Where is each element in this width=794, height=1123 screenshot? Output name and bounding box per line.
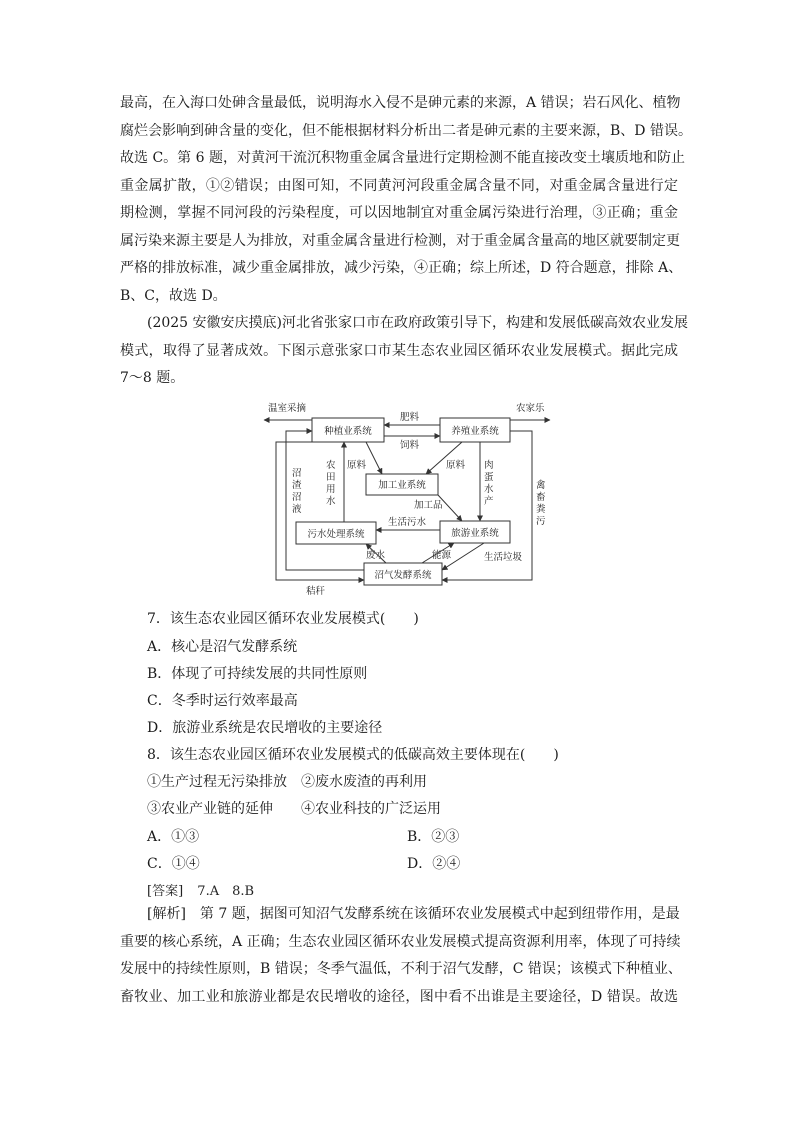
residue-label: 渣	[292, 480, 302, 491]
wastewater-label: 废水	[366, 550, 386, 561]
circular-agriculture-diagram	[262, 398, 552, 598]
raw-material-right-label: 原料	[446, 460, 466, 471]
intro-paragraph	[120, 90, 692, 310]
breeding-system-label: 养殖业系统	[451, 426, 499, 437]
manure-label: 禽	[536, 480, 546, 491]
aquatic-label: 水	[484, 484, 494, 495]
question-8-option-a[interactable]: A．①③	[147, 829, 200, 845]
biogas-system-label: 沼气发酵系统	[374, 570, 432, 581]
question-8-stem: 8．该生态农业园区循环农业发展模式的低碳高效主要体现在( )	[147, 747, 559, 763]
text-line: 严格的排放标准，减少重金属排放，减少污染，④正确；综上所述，D 符合题意，排除 A、	[120, 260, 683, 276]
farm-water-label: 水	[326, 496, 336, 507]
question-8-option-c[interactable]: C．①④	[147, 856, 200, 872]
aquatic-label: 蛋	[484, 472, 494, 483]
manure-label: 污	[536, 516, 546, 527]
question-7-option-b[interactable]: B．体现了可持续发展的共同性原则	[147, 666, 368, 682]
manure-label: 粪	[536, 504, 546, 515]
analysis-paragraph	[120, 901, 682, 1011]
farm-water-label: 用	[326, 484, 336, 495]
text-line: 重要的核心系统，A 正确；生态农业园区循环农业发展模式提高资源利用率，体现了可持续	[120, 933, 681, 950]
text-line: 腐烂会影响到砷含量的变化，但不能根据材料分析出二者是砷元素的主要来源，B、D 错误。	[120, 122, 692, 139]
answer-line	[147, 880, 254, 899]
text-line: 最高，在入海口处砷含量最低，说明海水入侵不是砷元素的来源，A 错误；岩石风化、植物	[120, 95, 681, 111]
processing-system-label: 加工业系统	[378, 480, 426, 491]
aquatic-label: 肉	[484, 460, 494, 471]
question-8-option-d[interactable]: D．②④	[407, 856, 461, 872]
energy-label: 能源	[432, 550, 452, 561]
question-7-option-c[interactable]: C．冬季时运行效率最高	[147, 693, 298, 709]
straw-label: 秸秆	[306, 586, 326, 597]
text-line: 属污染来源主要是人为排放，对重金属含量进行检测，对于重金属含量高的地区就要制定更	[120, 232, 680, 249]
text-line: [解析] 第 7 题，据图可知沼气发酵系统在该循环农业发展模式中起到纽带作用，是最	[147, 906, 680, 922]
farm-water-label: 农	[326, 460, 336, 471]
text-line: 畜牧业、加工业和旅游业都是农民增收的途径，图中看不出谁是主要途径，D 错误。故选	[120, 988, 678, 1005]
text-line: 故选 C。第 6 题，对黄河干流沉积物重金属含量进行定期检测不能直接改变土壤质地和防止	[120, 150, 685, 166]
greenhouse-label: 温室采摘	[268, 403, 307, 414]
text-line: (2025 安徽安庆摸底)河北省张家口市在政府政策引导下，构建和发展低碳高效农业发展	[147, 315, 689, 331]
farm-stay-label: 农家乐	[516, 403, 545, 414]
processed-goods-label: 加工品	[414, 500, 443, 511]
fertilizer-label: 肥料	[400, 412, 420, 423]
tourism-system-label: 旅游业系统	[451, 528, 499, 539]
material-paragraph	[120, 310, 689, 393]
garbage-label: 生活垃圾	[484, 552, 523, 563]
text-line: 期检测，掌握不同河段的污染程度，可以因地制宜对重金属污染进行治理，③正确；重金	[120, 205, 678, 221]
text-line: 发展中的持续性原则，B 错误；冬季气温低，不利于沼气发酵，C 错误；该模式下种植业、	[120, 961, 682, 977]
text-line: B、C，故选 D。	[120, 287, 227, 304]
planting-system-label: 种植业系统	[324, 426, 372, 437]
manure-label: 畜	[536, 492, 546, 503]
residue-label: 沼	[292, 492, 302, 503]
question-7-option-a[interactable]: A．核心是沼气发酵系统	[147, 639, 298, 655]
raw-material-left-label: 原料	[347, 460, 367, 471]
residue-label: 沼	[292, 468, 302, 479]
text-line: 7～8 题。	[120, 370, 185, 386]
text-line: 模式，取得了显著成效。下图示意张家口市某生态农业园区循环农业发展模式。据此完成	[120, 342, 678, 359]
text-line: 重金属扩散，①②错误；由图可知，不同黄河河段重金属含量不同，对重金属含量进行定	[120, 177, 678, 194]
question-8-items-line-2: ③农业产业链的延伸 ④农业科技的广泛运用	[147, 801, 441, 817]
farm-water-label: 田	[326, 472, 336, 483]
answer-label: [答案]	[147, 884, 184, 899]
answer-text: 7.A 8.B	[197, 884, 255, 899]
question-7-stem: 7．该生态农业园区循环农业发展模式( )	[147, 611, 419, 627]
feed-label: 饲料	[400, 440, 420, 451]
question-7-option-d[interactable]: D．旅游业系统是农民增收的主要途径	[147, 720, 383, 736]
question-8-option-b[interactable]: B．②③	[407, 829, 460, 845]
domestic-sewage-label: 生活污水	[388, 517, 427, 528]
residue-label: 液	[292, 504, 302, 515]
question-8-items-line-1: ①生产过程无污染排放 ②废水废渣的再利用	[147, 774, 427, 790]
sewage-system-label: 污水处理系统	[307, 529, 365, 540]
aquatic-label: 产	[484, 496, 494, 507]
